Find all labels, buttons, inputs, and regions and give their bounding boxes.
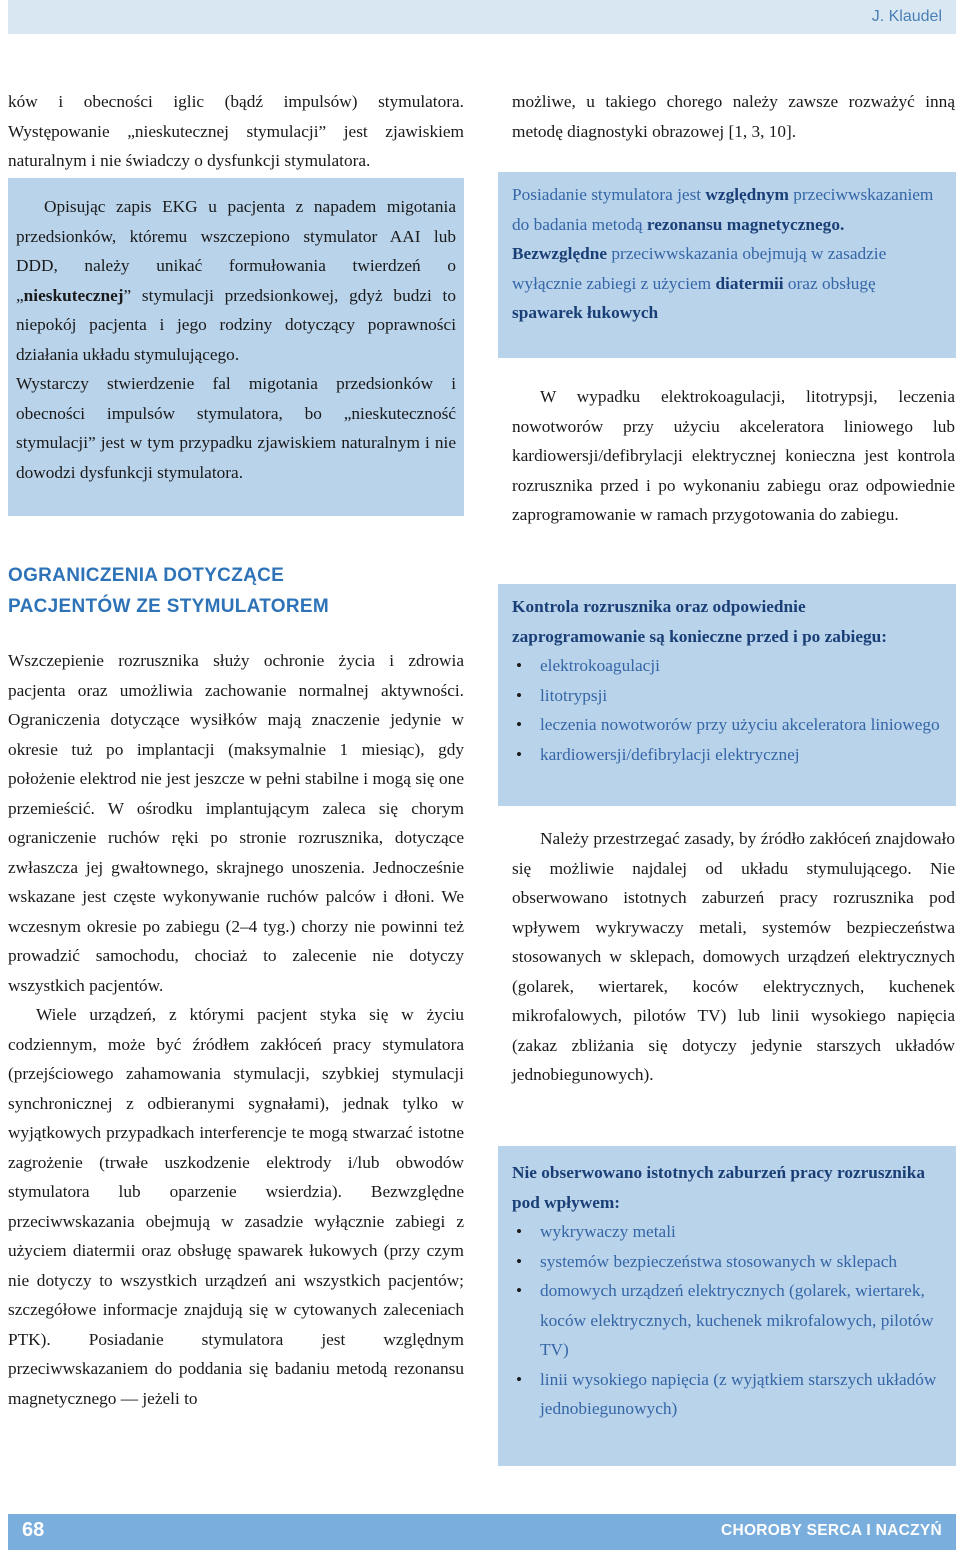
left-box-p1-b: ” stymulacji przedsionkowej, gdyż budzi to niepokój pacjenta i jego rodziny dotyczący poprawności działania układu stymulującego. (16, 285, 456, 364)
right-paragraph-1: W wypadku elektrokoagulacji, litotrypsji, leczenia nowotworów przy użyciu akceleratora liniowego lub kardiowersji/defibrylacji elektrycznej konieczna jest kontrola rozrusznika przed i po wykonaniu zabiegu oraz odpowiednie zaprogramowanie w ramach przygotowania do zabiegu. (512, 387, 955, 524)
right-body-1 (512, 382, 955, 530)
list-item (512, 1247, 942, 1277)
right-highlight-box-1 (498, 172, 956, 358)
author-name: J. Klaudel (871, 8, 942, 25)
footer-bar (8, 1514, 956, 1550)
journal-title: CHOROBY SERCA I NACZYŃ (720, 1522, 942, 1539)
list-item (512, 740, 942, 770)
right-box1-a3: przeciwwskazaniem do badania metodą (512, 185, 934, 234)
right-box3-title: Nie obserwowano istotnych zaburzeń pracy rozrusznika pod wpływem: (512, 1163, 925, 1212)
section-heading-line-2: PACJENTÓW ZE STYMULATOREM (8, 596, 329, 617)
list-item (512, 681, 942, 711)
right-box1-b1: Bezwzględne (512, 244, 608, 263)
header-bar (8, 0, 956, 34)
left-box-p1-a: Opisując zapis EKG u pacjenta z napadem migotania przedsionków, któremu wszczepiono stymulator AAI lub DDD, należy unikać formułowania twierdzeń o „ (16, 197, 456, 305)
list-item-text: linii wysokiego napięcia (z wyjątkiem starszych układów jednobiegunowych) (540, 1369, 937, 1418)
list-item (512, 710, 942, 740)
page-number: 68 (22, 1519, 45, 1541)
right-box1-paragraph-2 (512, 239, 942, 328)
right-paragraph-2: Należy przestrzegać zasady, by źródło zakłóceń znajdowało się możliwie najdalej od układu stymulującego. Nie obserwowano istotnych zaburzeń pracy rozrusznika pod wpływem wykrywaczy metali, systemów bezpieczeństwa stosowanych w sklepach, domowych urządzeń elektrycznych (golarek, wiertarek, koców elektrycznych, kuchenek mikrofalowych, pilotów TV) lub linii wysokiego napięcia (zakaz zbliżania się dotyczy jedynie starszych układów jednobiegunowych). (512, 829, 955, 1084)
right-box1-a4: rezonansu magnetycznego. (646, 214, 845, 234)
list-item-text: wykrywaczy metali (540, 1222, 676, 1241)
list-item (512, 1276, 942, 1365)
list-item-text: systemów bezpieczeństwa stosowanych w sklepach (540, 1251, 898, 1271)
right-highlight-box-2 (498, 584, 956, 806)
left-highlight-box (8, 178, 464, 516)
right-box1-b5: spawarek łukowych (512, 303, 659, 322)
right-box1-b3: diatermii (715, 273, 784, 293)
left-box-paragraph-1 (16, 192, 456, 369)
right-highlight-box-3 (498, 1146, 956, 1466)
list-item-text: domowych urządzeń elektrycznych (golarek, wiertarek, koców elektrycznych, kuchenek mikrofalowych, pilotów TV) (540, 1281, 934, 1359)
left-intro (8, 87, 464, 176)
right-body-2 (512, 824, 955, 1090)
left-box-paragraph-2: Wystarczy stwierdzenie fal migotania przedsionków i obecności impulsów stymulatora, bo „nieskuteczność stymulacji” jest w tym przypadku zjawiskiem naturalnym i nie dowodzi dysfunkcji stymulatora. (16, 374, 456, 482)
right-box3-list (512, 1217, 942, 1424)
right-box1-b2: przeciwwskazania obejmują w zasadzie wyłącznie zabiegi z użyciem (512, 244, 887, 293)
section-heading-line-1: OGRANICZENIA DOTYCZĄCE (8, 565, 285, 586)
list-item-text: leczenia nowotworów przy użyciu akceleratora liniowego (540, 715, 940, 734)
right-box1-paragraph-1 (512, 180, 942, 239)
list-item-text: litotrypsji (540, 685, 608, 705)
right-box2-title: Kontrola rozrusznika oraz odpowiednie zaprogramowanie są konieczne przed i po zabiegu: (512, 597, 888, 646)
right-box2-list (512, 651, 942, 769)
left-intro-text: ków i obecności iglic (bądź impulsów) stymulatora. Występowanie „nieskutecznej stymulacji” jest zjawiskiem naturalnym i nie świadczy o dysfunkcji stymulatora. (8, 92, 464, 170)
right-box1-a1: Posiadanie stymulatora jest (512, 185, 706, 204)
right-box1-b4: oraz obsługę (783, 273, 876, 293)
list-item-text: elektrokoagulacji (540, 656, 660, 675)
list-item (512, 651, 942, 681)
list-item (512, 1365, 942, 1424)
left-paragraph-2: Wiele urządzeń, z którymi pacjent styka się w życiu codziennym, może być źródłem zakłóceń pracy stymulatora (przejściowego zahamowania stymulacji, szybkiej stymulacji synchronicznej z odbieranymi sygnałami), jednak tylko w wyjątkowych przypadkach interferencje te mogą stwarzać istotne zagrożenie (trwałe uszkodzenie elektrody i/lub obwodów stymulatora lub oparzenie wsierdzia). Bezwzględne przeciwwskazania obejmują w zasadzie wyłącznie zabiegi z użyciem diatermii oraz obsługę spawarek łukowych (przy czym nie dotyczy to wszystkich urządzeń ani wszystkich pacjentów; szczegółowe informacje znajdują się w cytowanych zaleceniach PTK). Posiadanie stymulatora jest względnym przeciwwskazaniem do poddania się badaniu metodą rezonansu magnetycznego — jeżeli to (8, 1005, 464, 1408)
right-intro-text: możliwe, u takiego chorego należy zawsze rozważyć inną metodę diagnostyki obrazowej [1, 3, 10]. (512, 92, 955, 141)
left-body (8, 646, 464, 1413)
section-heading (8, 560, 464, 622)
list-item-text: kardiowersji/defibrylacji elektrycznej (540, 744, 800, 764)
list-item (512, 1217, 942, 1247)
left-box-p1-bold: nieskutecznej (23, 285, 124, 305)
left-paragraph-1: Wszczepienie rozrusznika służy ochronie życia i zdrowia pacjenta oraz umożliwia zachowanie normalnej aktywności. Ograniczenia dotyczące wysiłków mają znaczenie jedynie w okresie tuż po implantacji (maksymalnie 1 miesiąc), gdy położenie elektrod nie jest jeszcze w pełni stabilne i mogą się one przemieścić. W ośrodku implantującym zaleca się chorym ograniczenie ruchów ręki po stronie rozrusznika, dotyczące zwłaszcza jej gwałtownego, skrajnego unoszenia. Jednocześnie wskazane jest częste wykonywanie ruchów palców i dłoni. We wczesnym okresie po zabiegu (2–4 tyg.) chorzy nie powinni też prowadzić samochodu, chociaż to zalecenie nie dotyczy wszystkich pacjentów. (8, 651, 464, 995)
right-intro (512, 87, 955, 146)
right-box1-a2: względnym (705, 185, 789, 204)
